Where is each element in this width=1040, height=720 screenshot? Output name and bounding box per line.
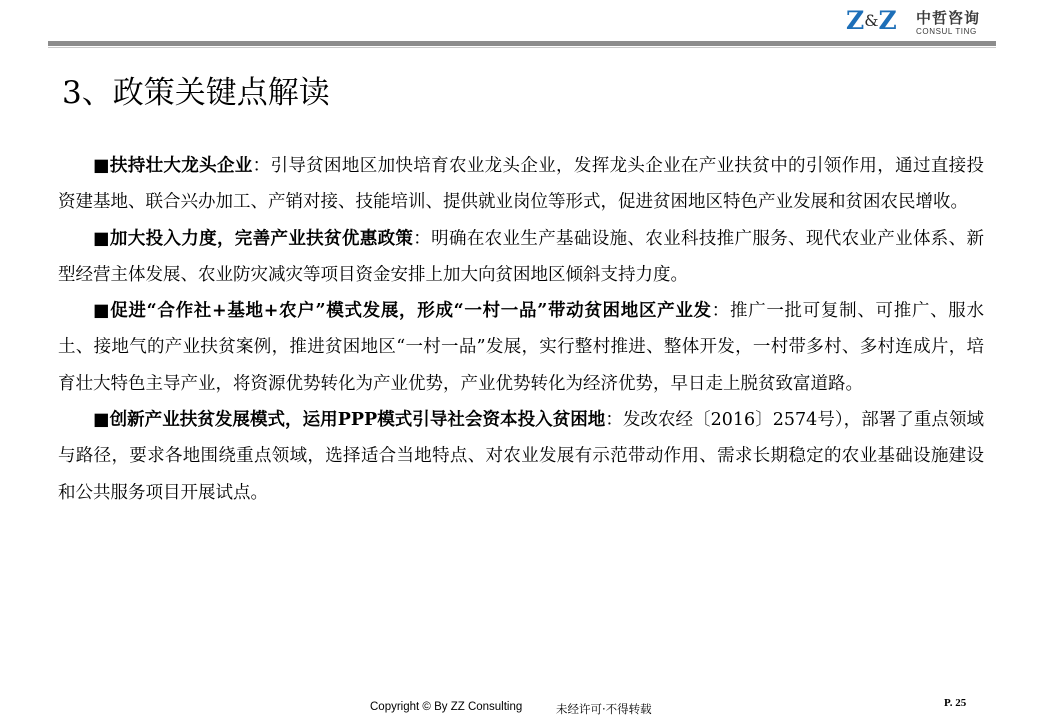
policy-point-heading: ■促进“合作社+基地+农户”模式发展，形成“一村一品”带动贫困地区产业发 <box>93 301 712 322</box>
policy-point-text: 明确在农业生产基础设施、农业科技推广服务、现代农业产业体系、新型经营主体发展、农业防灾减灾等项目资金安排上加大向贫困地区倾斜支持力度。 <box>58 228 985 285</box>
logo-mark: Z&Z <box>846 6 896 35</box>
policy-point-heading: ■创新产业扶贫发展模式，运用PPP模式引导社会资本投入贫困地 <box>93 410 606 431</box>
policy-point-text: 推广一批可复制、可推广、服水土、接地气的产业扶贫案例，推进贫困地区“一村一品”发展，实行整村推进、整体开发，一村带多村、多村连成片，培育壮大特色主导产业，将资源优势转化为产业优势，产业优势转化为经济优势，早日走上脱贫致富道路。 <box>58 301 985 394</box>
logo-chinese-name: 中哲咨询 <box>916 9 981 27</box>
policy-point-4: ■创新产业扶贫发展模式，运用PPP模式引导社会资本投入贫困地：发改农经〔2016〕2574号），部署了重点领域与路径，要求各地围绕重点领域，选择适合当地特点、对农业发展有示范带动作用、需求长期稳定的农业基础设施建设和公共服务项目开展试点。 <box>58 410 984 503</box>
company-logo <box>846 6 996 42</box>
policy-point-text: 发改农经〔2016〕2574号），部署了重点领域与路径，要求各地围绕重点领域，选择适合当地特点、对农业发展有示范带动作用、需求长期稳定的农业基础设施建设和公共服务项目开展试点。 <box>58 410 984 503</box>
policy-point-1: ■扶持壮大龙头企业：引导贫困地区加快培育农业龙头企业，发挥龙头企业在产业扶贫中的引领作用，通过直接投资建基地、联合兴办加工、产销对接、技能培训、提供就业岗位等形式，促进贫困地区特色产业发展和贫困农民增收。 <box>58 156 985 213</box>
policy-point-3: ■促进“合作社+基地+农户”模式发展，形成“一村一品”带动贫困地区产业发：推广一批可复制、可推广、服水土、接地气的产业扶贫案例，推进贫困地区“一村一品”发展，实行整村推进、整体开发，一村带多村、多村连成片，培育壮大特色主导产业，将资源优势转化为产业优势，产业优势转化为经济优势，早日走上脱贫致富道路。 <box>58 301 985 394</box>
footer-notice: 未经许可·不得转载 <box>556 702 652 716</box>
policy-points <box>58 148 984 511</box>
page-title: 3、政策关键点解读 <box>62 75 330 111</box>
footer-copyright: Copyright © By ZZ Consulting <box>370 701 523 713</box>
policy-point-text: 引导贫困地区加快培育农业龙头企业，发挥龙头企业在产业扶贫中的引领作用，通过直接投资建基地、联合兴办加工、产销对接、技能培训、提供就业岗位等形式，促进贫困地区特色产业发展和贫困农民增收。 <box>58 156 985 213</box>
header-divider <box>48 41 996 46</box>
policy-point-heading: ■扶持壮大龙头企业 <box>93 156 253 176</box>
page-number: P. 25 <box>944 697 967 709</box>
logo-english-name: CONSUL TING <box>916 27 977 36</box>
policy-point-2: ■加大投入力度，完善产业扶贫优惠政策：明确在农业生产基础设施、农业科技推广服务、现代农业产业体系、新型经营主体发展、农业防灾减灾等项目资金安排上加大向贫困地区倾斜支持力度。 <box>58 228 985 285</box>
header-divider-thin <box>48 47 996 48</box>
policy-point-heading: ■加大投入力度，完善产业扶贫优惠政策 <box>93 228 414 249</box>
